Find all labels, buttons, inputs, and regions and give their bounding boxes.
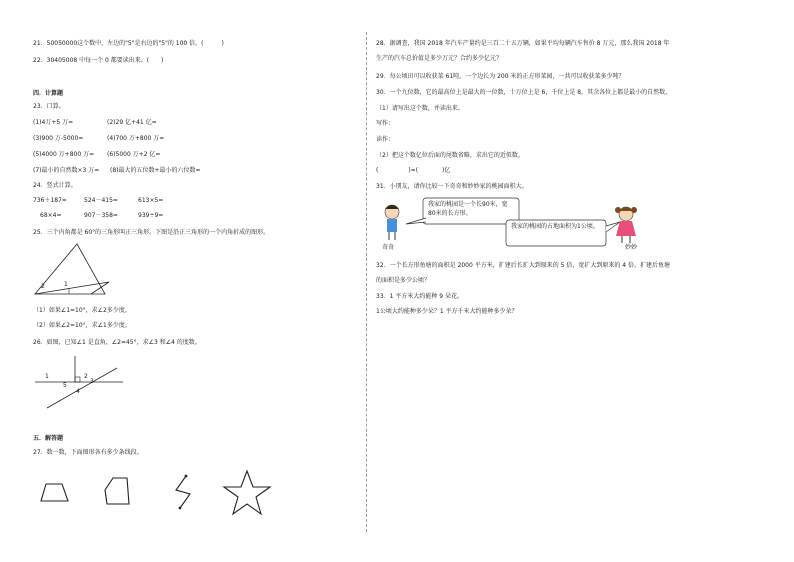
angle-label-2: 2 bbox=[41, 283, 45, 290]
vertical-calc: 524－415= bbox=[84, 197, 118, 204]
trapezoid-shape bbox=[40, 482, 70, 502]
calc-item: (2)29 亿+41 亿= bbox=[107, 119, 157, 126]
approximation-blank: ( )≈( )亿 bbox=[376, 167, 451, 174]
vertical-calc: 68×4= bbox=[40, 212, 62, 219]
line-angle-label-2: 2 bbox=[84, 373, 88, 380]
line-angle-label-5: 5 bbox=[63, 382, 67, 389]
peach-orchard-illustration bbox=[376, 196, 648, 254]
zigzag-polyline-shape bbox=[172, 474, 194, 510]
question-25: 25．三个内角都是 60°的三角形叫正三角形。下图是沿正三角形的一个内角折成的图形。 bbox=[33, 229, 270, 236]
line-angle-label-4: 4 bbox=[76, 388, 80, 395]
child-name-miaomiao: 妙妙 bbox=[625, 244, 638, 251]
write-label: 写作： bbox=[376, 120, 395, 127]
vertical-calc: 736＋187= bbox=[33, 197, 67, 204]
column-divider bbox=[366, 32, 367, 532]
question-28-cont: 生产的汽车总价值是多少万元？合约多少亿元？ bbox=[376, 55, 503, 62]
calc-item: (5)4000 万+800 万= bbox=[33, 151, 95, 158]
question-30-part-1: （1）请写出这个数，并读出来。 bbox=[376, 105, 464, 112]
calc-item: (4)700 万+800 万= bbox=[107, 135, 165, 142]
pentagon-shape bbox=[103, 476, 133, 508]
section-heading-5: 五．解答题 bbox=[33, 435, 64, 442]
calc-item: (1)4万+5 万= bbox=[33, 119, 74, 126]
question-23: 23．口算。 bbox=[33, 103, 65, 110]
question-22: 22．30405008 中每一个 0 都要读出来。( ) bbox=[33, 57, 164, 64]
question-28: 28．据调查，我国 2018 年汽车产量约是三百二十五万辆，如果平均每辆汽车售价 8 万元，那么我国 2018 年 bbox=[376, 40, 670, 47]
vertical-calc: 613×5= bbox=[138, 197, 164, 204]
question-25-part-2: （2）如果∠2=10°，求∠1多少度。 bbox=[33, 322, 131, 329]
question-33: 33．1 平方米大约能种 9 朵花。 bbox=[376, 293, 463, 300]
child-name-qiqi: 奇奇 bbox=[382, 244, 395, 251]
question-21: 21．50050000这个数中，左边的"5"是右边的"5"的 100 倍。( ) bbox=[33, 40, 224, 47]
question-32-cont: 的面积是多少公顷？ bbox=[376, 277, 431, 284]
question-25-part-1: （1）如果∠1=10°，求∠2多少度。 bbox=[33, 307, 131, 314]
question-32: 32．一个长方形鱼塘的面积是 2000 平方米，扩建后长扩大到原来的 5 倍，宽扩大到原来的 4 倍。扩建后鱼塘 bbox=[376, 262, 670, 269]
line-angle-label-3: 3 bbox=[90, 378, 94, 385]
intersecting-lines-figure bbox=[33, 354, 125, 410]
question-31: 31．小朋友，请你比较一下奇奇和妙妙家的桃园面积大。 bbox=[376, 183, 528, 190]
speech-bubble-qiqi: 我家的桃园是一个长90米，宽80米的长方形。 bbox=[428, 201, 508, 217]
read-label: 读作： bbox=[376, 136, 395, 143]
question-30-part-2: （2）把这个数亿位后面的尾数省略，求出它的近似数。 bbox=[376, 152, 524, 159]
question-26: 26．如图，已知∠1 是直角，∠2=45°，求∠3 和∠4 的度数。 bbox=[33, 339, 201, 346]
calc-item: (8)最大的五位数+最小的六位数= bbox=[110, 167, 201, 174]
line-angle-label-1: 1 bbox=[45, 373, 49, 380]
question-33-sub: 1公顷大约能种多少朵？1 平方千米大约能种多少朵？ bbox=[376, 308, 518, 315]
vertical-calc: 939÷9= bbox=[138, 212, 164, 219]
calc-item: (7)最小的自然数×3 万= bbox=[33, 167, 100, 174]
star-shape bbox=[222, 470, 272, 516]
question-30: 30．一个九位数，它的最高位上是最大的一位数，十万位上是 6，千位上是 8，其余各位上都是最小的自然数。 bbox=[376, 89, 672, 96]
vertical-calc: 907－358= bbox=[84, 212, 118, 219]
section-heading-4: 四．计算题 bbox=[33, 90, 64, 97]
speech-bubble-miaomiao: 我家的桃园的占地面积为1公顷。 bbox=[511, 223, 599, 230]
calc-item: (6)5000 万+2 亿= bbox=[107, 151, 161, 158]
folded-triangle-figure bbox=[33, 242, 113, 296]
question-27: 27．数一数，下面图形各有多少条线段。 bbox=[33, 449, 143, 456]
angle-label-1: 1 bbox=[64, 281, 68, 288]
question-29: 29．每公顷田可以收获菜 61吨，一个边长为 200 米的正方形菜园，一共可以收获菜多少吨？ bbox=[376, 73, 625, 80]
calc-item: (3)900 万-5000= bbox=[33, 135, 84, 142]
question-24: 24．竖式计算。 bbox=[33, 182, 77, 189]
